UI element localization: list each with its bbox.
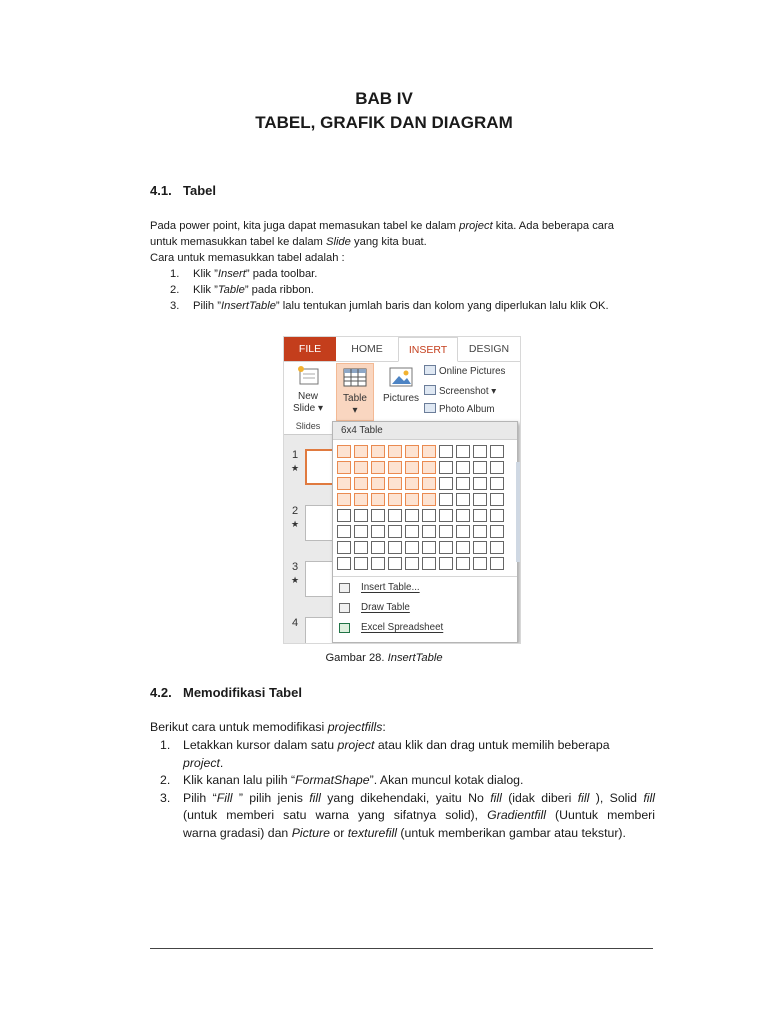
draw-table-menu-item[interactable] <box>333 598 517 618</box>
grid-cell[interactable] <box>371 477 385 490</box>
section-number: 4.2. <box>150 685 172 700</box>
chapter-number: BAB IV <box>355 89 413 108</box>
grid-cell[interactable] <box>473 541 487 554</box>
grid-cell[interactable] <box>473 461 487 474</box>
paragraph-line: Pada power point, kita juga dapat memasukan tabel ke dalam project kita. Ada beberapa cara <box>150 220 614 232</box>
grid-cell[interactable] <box>388 461 402 474</box>
steps-list <box>150 266 665 314</box>
screenshot-label: Screenshot ▾ <box>439 386 497 397</box>
table-button-label: Table <box>343 393 367 404</box>
list-item: 1. Letakkan kursor dalam satu project atau klik dan drag untuk memilih beberapa project. <box>160 738 610 770</box>
excel-icon <box>339 623 350 633</box>
star-icon: ★ <box>291 463 300 473</box>
star-icon: ★ <box>291 519 300 529</box>
paragraph-line: untuk memasukkan tabel ke dalam Slide yang kita buat. <box>150 236 427 248</box>
grid-cell[interactable] <box>371 461 385 474</box>
grid-cell[interactable] <box>405 557 419 570</box>
grid-cell[interactable] <box>354 541 368 554</box>
grid-cell[interactable] <box>337 541 351 554</box>
excel-spreadsheet-menu-item[interactable] <box>333 618 517 638</box>
grid-cell[interactable] <box>354 509 368 522</box>
grid-cell[interactable] <box>439 525 453 538</box>
scrollbar[interactable] <box>516 462 520 562</box>
grid-cell[interactable] <box>388 541 402 554</box>
grid-cell[interactable] <box>337 525 351 538</box>
footer-rule <box>150 948 653 949</box>
grid-cell[interactable] <box>490 461 504 474</box>
grid-cell[interactable] <box>439 445 453 458</box>
photo-album-label: Photo Album <box>439 404 495 415</box>
section-title: Tabel <box>183 183 216 198</box>
table-button[interactable] <box>336 363 374 421</box>
grid-cell[interactable] <box>388 493 402 506</box>
grid-cell[interactable] <box>371 541 385 554</box>
grid-cell[interactable] <box>388 445 402 458</box>
grid-cell[interactable] <box>490 525 504 538</box>
online-pictures-label: Online Pictures <box>439 366 506 377</box>
grid-cell[interactable] <box>405 493 419 506</box>
grid-cell[interactable] <box>354 445 368 458</box>
pictures-icon <box>387 365 415 389</box>
divider <box>333 576 517 577</box>
grid-cell[interactable] <box>490 477 504 490</box>
section-title: Memodifikasi Tabel <box>183 685 302 700</box>
grid-cell[interactable] <box>490 557 504 570</box>
grid-cell[interactable] <box>473 509 487 522</box>
grid-cell[interactable] <box>456 461 470 474</box>
grid-cell[interactable] <box>473 477 487 490</box>
insert-table-screenshot <box>283 336 521 644</box>
slide-thumbnail[interactable] <box>305 561 335 597</box>
grid-cell[interactable] <box>405 461 419 474</box>
grid-cell[interactable] <box>490 493 504 506</box>
grid-cell[interactable] <box>371 557 385 570</box>
grid-cell[interactable] <box>422 557 436 570</box>
grid-cell[interactable] <box>439 477 453 490</box>
grid-cell[interactable] <box>439 461 453 474</box>
grid-cell[interactable] <box>405 509 419 522</box>
grid-cell[interactable] <box>388 557 402 570</box>
tab-file[interactable]: FILE <box>284 337 336 361</box>
photo-album-button[interactable] <box>424 403 495 415</box>
menu-item-label: Excel Spreadsheet <box>361 622 444 633</box>
new-slide-icon <box>296 365 320 387</box>
grid-cell[interactable] <box>456 557 470 570</box>
tab-home[interactable]: HOME <box>351 343 383 355</box>
grid-cell[interactable] <box>422 525 436 538</box>
section-number: 4.1. <box>150 183 172 198</box>
grid-cell[interactable] <box>371 525 385 538</box>
paragraph <box>150 218 660 266</box>
photo-album-icon <box>424 403 436 413</box>
grid-cell[interactable] <box>422 445 436 458</box>
insert-table-menu-item[interactable] <box>333 578 517 598</box>
grid-cell[interactable] <box>422 509 436 522</box>
grid-cell[interactable] <box>354 477 368 490</box>
list-item: 3. Pilih “Fill ” pilih jenis fill yang dikehendaki, yaitu No fill (idak diberi fill ), Solid fill (untuk memberi satu warna yang sifatnya solid), Gradientfill (Uuntuk memberi warna gradasi) dan Picture or texturefill (untuk memberikan gambar atau tekstur). <box>160 790 655 840</box>
dropdown-header: 6x4 Table <box>333 422 517 440</box>
grid-cell[interactable] <box>337 445 351 458</box>
grid-cell[interactable] <box>388 525 402 538</box>
chevron-down-icon: ▾ <box>352 405 358 416</box>
grid-cell[interactable] <box>405 541 419 554</box>
paragraph: Berikut cara untuk memodifikasi projectfills: <box>150 720 386 734</box>
grid-cell[interactable] <box>422 461 436 474</box>
grid-cell[interactable] <box>439 493 453 506</box>
grid-cell[interactable] <box>371 445 385 458</box>
grid-cell[interactable] <box>439 541 453 554</box>
grid-cell[interactable] <box>473 557 487 570</box>
paragraph-line: Cara untuk memasukkan tabel adalah : <box>150 252 345 264</box>
grid-cell[interactable] <box>473 493 487 506</box>
grid-cell[interactable] <box>456 525 470 538</box>
grid-cell[interactable] <box>473 525 487 538</box>
menu-item-label: Draw Table <box>361 602 410 613</box>
modify-list <box>150 737 655 842</box>
list-item: 2. Klik ”Table” pada ribbon. <box>170 284 314 296</box>
slide-number: 2 <box>292 505 299 517</box>
chapter-title: TABEL, GRAFIK DAN DIAGRAM <box>255 113 513 132</box>
new-slide-button[interactable] <box>288 365 328 421</box>
grid-cell[interactable] <box>473 445 487 458</box>
grid-cell[interactable] <box>388 477 402 490</box>
list-item: 3. Pilih ”InsertTable” lalu tentukan jumlah baris dan kolom yang diperlukan lalu klik OK. <box>170 300 609 312</box>
grid-cell[interactable] <box>456 477 470 490</box>
grid-cell[interactable] <box>456 541 470 554</box>
grid-cell[interactable] <box>354 557 368 570</box>
grid-cell[interactable] <box>456 445 470 458</box>
slide-thumbnail[interactable] <box>305 449 335 485</box>
grid-cell[interactable] <box>456 509 470 522</box>
list-item: 2. Klik kanan lalu pilih “FormatShape”. Akan muncul kotak dialog. <box>160 773 524 787</box>
slide-thumbnails <box>284 435 332 643</box>
grid-cell[interactable] <box>422 493 436 506</box>
grid-cell[interactable] <box>490 541 504 554</box>
figure-caption: Gambar 28. InsertTable <box>325 652 443 664</box>
grid-cell[interactable] <box>422 477 436 490</box>
slides-group-label: Slides <box>295 421 321 431</box>
grid-cell[interactable] <box>405 477 419 490</box>
grid-cell[interactable] <box>371 509 385 522</box>
grid-cell[interactable] <box>354 493 368 506</box>
grid-cell[interactable] <box>354 461 368 474</box>
camera-icon <box>424 385 436 395</box>
slide-number: 3 <box>292 561 299 573</box>
pictures-button[interactable] <box>380 365 422 415</box>
insert-table-icon <box>339 583 350 593</box>
grid-cell[interactable] <box>337 461 351 474</box>
grid-cell[interactable] <box>456 493 470 506</box>
table-icon <box>342 367 368 389</box>
menu-item-label: Insert Table... <box>361 582 420 593</box>
online-pictures-button[interactable] <box>424 365 505 377</box>
grid-cell[interactable] <box>337 493 351 506</box>
grid-cell[interactable] <box>439 509 453 522</box>
pencil-icon <box>339 603 350 613</box>
insert-table-dropdown <box>332 421 518 643</box>
grid-cell[interactable] <box>490 445 504 458</box>
slide-number: 4 <box>292 617 299 629</box>
grid-cell[interactable] <box>490 509 504 522</box>
star-icon: ★ <box>291 575 300 585</box>
grid-cell[interactable] <box>354 525 368 538</box>
tab-design[interactable]: DESIGN <box>468 343 510 355</box>
online-pictures-icon <box>424 365 436 375</box>
grid-cell[interactable] <box>388 509 402 522</box>
grid-cell[interactable] <box>405 525 419 538</box>
grid-cell[interactable] <box>337 509 351 522</box>
grid-cell[interactable] <box>371 493 385 506</box>
screenshot-button[interactable] <box>424 385 496 397</box>
ribbon-tabs <box>284 337 520 362</box>
slide-thumbnail[interactable] <box>305 505 335 541</box>
grid-cell[interactable] <box>422 541 436 554</box>
grid-cell[interactable] <box>337 477 351 490</box>
list-item: 1. Klik ”Insert” pada toolbar. <box>170 268 318 280</box>
tab-insert[interactable]: INSERT <box>398 337 458 362</box>
slide-thumbnail[interactable] <box>305 617 335 644</box>
pictures-label: Pictures <box>382 393 420 404</box>
grid-cell[interactable] <box>405 445 419 458</box>
new-slide-label: New <box>297 391 318 402</box>
new-slide-label-2: Slide ▾ <box>292 403 324 414</box>
grid-cell[interactable] <box>439 557 453 570</box>
grid-cell[interactable] <box>337 557 351 570</box>
slide-number: 1 <box>292 449 299 461</box>
